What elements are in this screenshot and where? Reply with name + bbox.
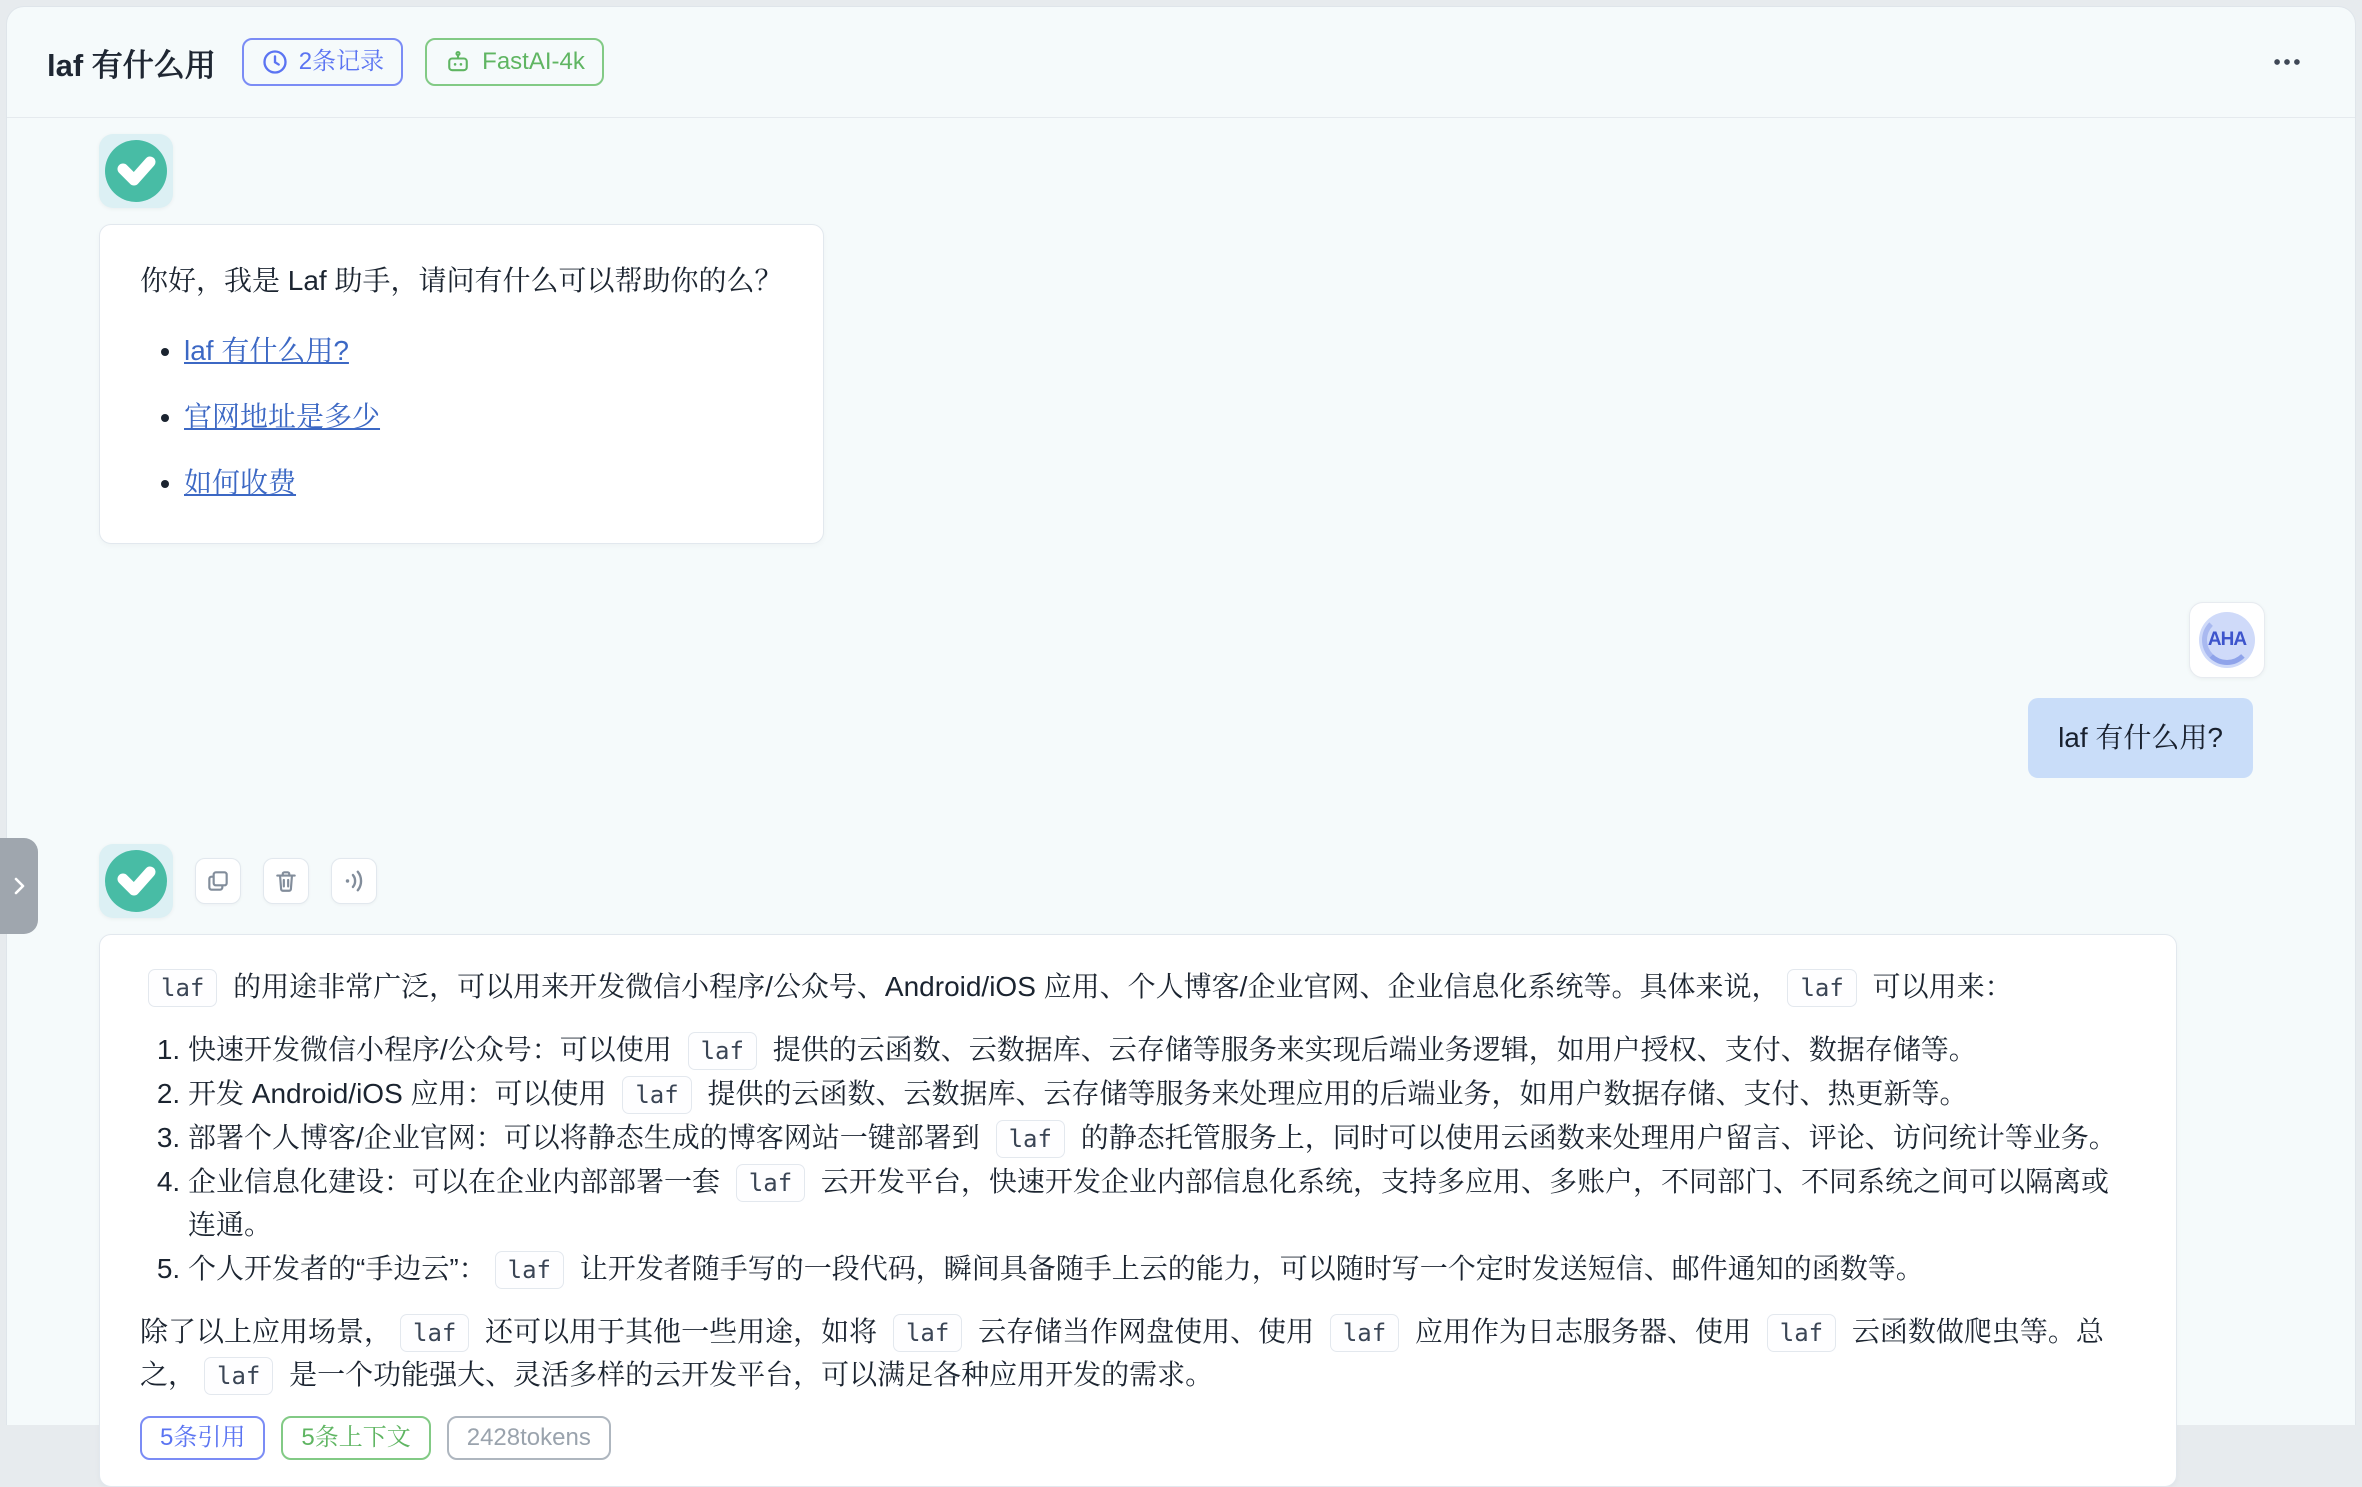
inline-code: laf (204, 1357, 273, 1395)
answer-intro: laf 的用途非常广泛，可以用来开发微信小程序/公众号、Android/iOS 应用、个人博客/企业官网、企业信息化系统等。具体来说， laf 可以用来： (140, 965, 2136, 1008)
laf-logo-icon (105, 140, 167, 202)
answer-list-item: 1. 快速开发微信小程序/公众号：可以使用 laf 提供的云函数、云数据库、云存储等服务来实现后端业务逻辑，如用户授权、支付、数据存储等。 (188, 1028, 2136, 1071)
suggested-question-link[interactable]: 如何收费 (184, 467, 297, 498)
user-message (99, 602, 2265, 778)
clock-icon (261, 48, 289, 76)
answer-toolbar (99, 844, 2265, 918)
assistant-answer-bubble (99, 934, 2177, 1487)
answer-footer-badges (140, 1416, 2136, 1460)
suggested-question-link[interactable]: laf 有什么用? (184, 335, 349, 366)
records-badge-label: 2条记录 (298, 48, 385, 75)
user-logo-icon (2199, 612, 2255, 668)
chat-header (7, 7, 2355, 118)
chevron-right-icon (7, 874, 31, 898)
inline-code: laf (688, 1032, 757, 1070)
voice-icon (341, 868, 367, 894)
assistant-avatar (99, 134, 173, 208)
answer-list (140, 1028, 2136, 1290)
inline-code: laf (400, 1314, 469, 1352)
page-title: laf 有什么用 (47, 47, 216, 83)
assistant-message-greeting (99, 134, 2265, 544)
assistant-message-answer (99, 844, 2265, 1487)
greeting-list-item (184, 331, 783, 371)
inline-code: laf (1767, 1314, 1836, 1352)
greeting-list-item (184, 397, 783, 437)
answer-list-item: 2. 开发 Android/iOS 应用：可以使用 laf 提供的云函数、云数据库、云存储等服务来处理应用的后端业务，如用户数据存储、支付、热更新等。 (188, 1072, 2136, 1115)
chat-area (7, 118, 2355, 1487)
answer-outro: 除了以上应用场景， laf 还可以用于其他一些用途，如将 laf 云存储当作网盘使用、使用 laf 应用作为日志服务器、使用 laf 云函数做爬虫等。总之， laf 是一个功能强大、灵活多样的云开发平台，可以满足各种应用开发的需求。 (140, 1310, 2136, 1396)
greeting-text: 你好，我是 Laf 助手，请问有什么可以帮助你的么？ (140, 265, 783, 296)
inline-code: laf (996, 1120, 1065, 1158)
greeting-link-list (140, 331, 783, 503)
more-menu-button[interactable] (2259, 34, 2315, 90)
answer-list-item: 4. 企业信息化建设：可以在企业内部部署一套 laf 云开发平台，快速开发企业内部信息化系统，支持多应用、多账户，不同部门、不同系统之间可以隔离或连通。 (188, 1160, 2136, 1246)
more-menu-icon (2270, 45, 2304, 79)
model-badge-label: FastAI-4k (482, 48, 585, 75)
sidebar-expander[interactable] (0, 838, 38, 934)
user-logo-text: AHA (2207, 629, 2247, 650)
inline-code: laf (1330, 1314, 1399, 1352)
model-badge (425, 38, 604, 86)
user-avatar (2189, 602, 2265, 678)
tokens-badge: 2428tokens (447, 1416, 611, 1460)
copy-icon (205, 868, 231, 894)
assistant-avatar (99, 844, 173, 918)
assistant-greeting-bubble (99, 224, 824, 544)
voice-button[interactable] (331, 858, 377, 904)
user-message-bubble: laf 有什么用? (2028, 698, 2253, 778)
robot-icon (444, 48, 472, 76)
answer-list-item: 5. 个人开发者的“手边云”： laf 让开发者随手写的一段代码，瞬间具备随手上云的能力，可以随时写一个定时发送短信、邮件通知的函数等。 (188, 1247, 2136, 1290)
records-badge (242, 38, 403, 86)
chat-window (6, 6, 2356, 1451)
suggested-question-link[interactable]: 官网地址是多少 (184, 401, 381, 432)
inline-code: laf (495, 1251, 564, 1289)
copy-button[interactable] (195, 858, 241, 904)
answer-list-item: 3. 部署个人博客/企业官网：可以将静态生成的博客网站一键部署到 laf 的静态托管服务上，同时可以使用云函数来处理用户留言、评论、访问统计等业务。 (188, 1116, 2136, 1159)
inline-code: laf (893, 1314, 962, 1352)
laf-logo-icon (105, 850, 167, 912)
inline-code: laf (1787, 969, 1856, 1007)
inline-code: laf (148, 969, 217, 1007)
delete-button[interactable] (263, 858, 309, 904)
citations-badge[interactable]: 5条引用 (140, 1416, 265, 1460)
inline-code: laf (736, 1164, 805, 1202)
inline-code: laf (622, 1076, 691, 1114)
delete-icon (273, 868, 299, 894)
context-badge[interactable]: 5条上下文 (281, 1416, 430, 1460)
greeting-list-item (184, 463, 783, 503)
